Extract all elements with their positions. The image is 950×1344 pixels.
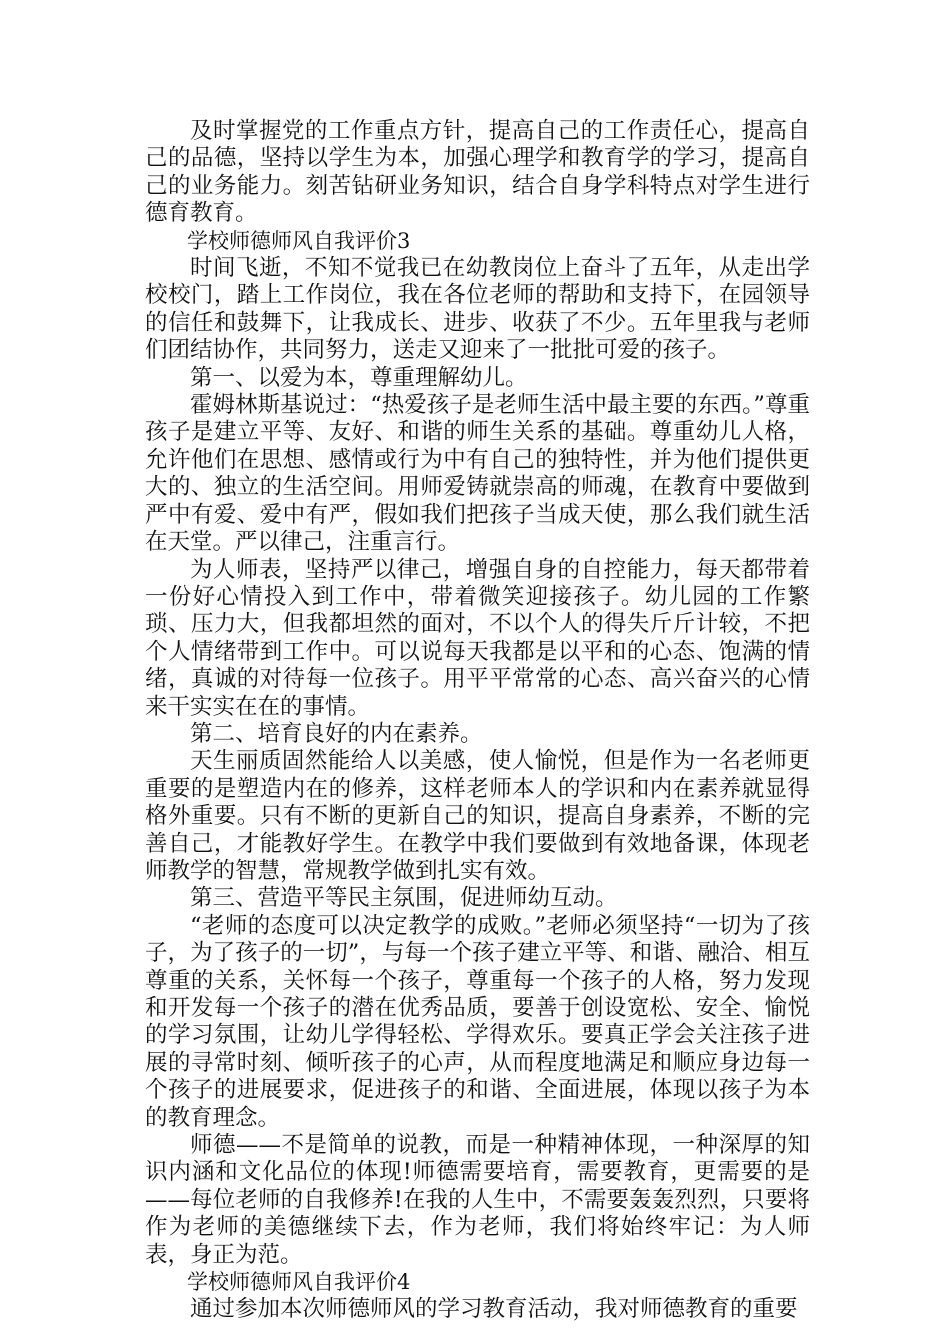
paragraph: 为人师表，坚持严以律己，增强自身的自控能力，每天都带着一份好心情投入到工作中，带着微笑迎接孩子。幼儿园的工作繁琐、压力大，但我都坦然的面对，不以个人的得失斤斤计较，不把个人情绪带到工作中。可以说每天我都是以平和的心态、饱满的情绪，真诚的对待每一位孩子。用平平常常的心态、高兴奋兴的心情来干实实在在的事情。 (145, 556, 810, 720)
document-body (145, 118, 810, 1324)
paragraph: 天生丽质固然能给人以美感，使人愉悦，但是作为一名老师更重要的是塑造内在的修养，这样老师本人的学识和内在素养就显得格外重要。只有不断的更新自己的知识，提高自身素养，不断的完善自己，才能教好学生。在教学中我们要做到有效地备课，体现老师教学的智慧，常规教学做到扎实有效。 (145, 748, 810, 884)
paragraph: 第二、培育良好的内在素养。 (190, 720, 483, 747)
paragraph: 时间飞逝，不知不觉我已在幼教岗位上奋斗了五年，从走出学校校门，踏上工作岗位，我在各位老师的帮助和支持下，在园领导的信任和鼓舞下，让我成长、进步、收获了不少。五年里我与老师们团结协作，共同努力，送走又迎来了一批批可爱的孩子。 (145, 255, 810, 364)
paragraph: 霍姆林斯基说过：“热爱孩子是老师生活中最主要的东西。”尊重孩子是建立平等、友好、和谐的师生关系的基础。尊重幼儿人格，允许他们在思想、感情或行为中有自己的独特性，并为他们提供更大的、独立的生活空间。用师爱铸就崇高的师魂，在教育中要做到严中有爱、爱中有严，假如我们把孩子当成天使，那么我们就生活在天堂。严以律己，注重言行。 (145, 392, 810, 556)
paragraph: 及时掌握党的工作重点方针，提高自己的工作责任心，提高自己的品德，坚持以学生为本，加强心理学和教育学的学习，提高自己的业务能力。刻苦钻研业务知识，结合自身学科特点对学生进行德育教育。 (145, 118, 810, 227)
section-heading: 学校师德师风自我评价4 (187, 1270, 411, 1295)
paragraph: 第三、营造平等民主氛围，促进师幼互动。 (190, 885, 618, 912)
paragraph: 第一、以爱为本，尊重理解幼儿。 (190, 364, 528, 391)
paragraph: 通过参加本次师德师风的学习教育活动，我对师德教育的重要 (190, 1296, 798, 1323)
paragraph: “老师的态度可以决定教学的成败。”老师必须坚持“一切为了孩子，为了孩子的一切”，与每一个孩子建立平等、和谐、融洽、相互尊重的关系，关怀每一个孩子，尊重每一个孩子的人格，努力发现和开发每一个孩子的潜在优秀品质，要善于创设宽松、安全、愉悦的学习氛围，让幼儿学得轻松、学得欢乐。要真正学会关注孩子进展的寻常时刻、倾听孩子的心声，从而程度地满足和顺应身边每一个孩子的进展要求，促进孩子的和谐、全面进展，体现以孩子为本的教育理念。 (145, 912, 810, 1131)
section-heading: 学校师德师风自我评价3 (187, 228, 411, 253)
paragraph: 师德——不是简单的说教，而是一种精神体现，一种深厚的知识内涵和文化品位的体现!师德需要培育，需要教育，更需要的是——每位老师的自我修养!在我的人生中，不需要轰轰烈烈，只要将作为老师的美德继续下去，作为老师，我们将始终牢记：为人师表，身正为范。 (145, 1132, 810, 1268)
